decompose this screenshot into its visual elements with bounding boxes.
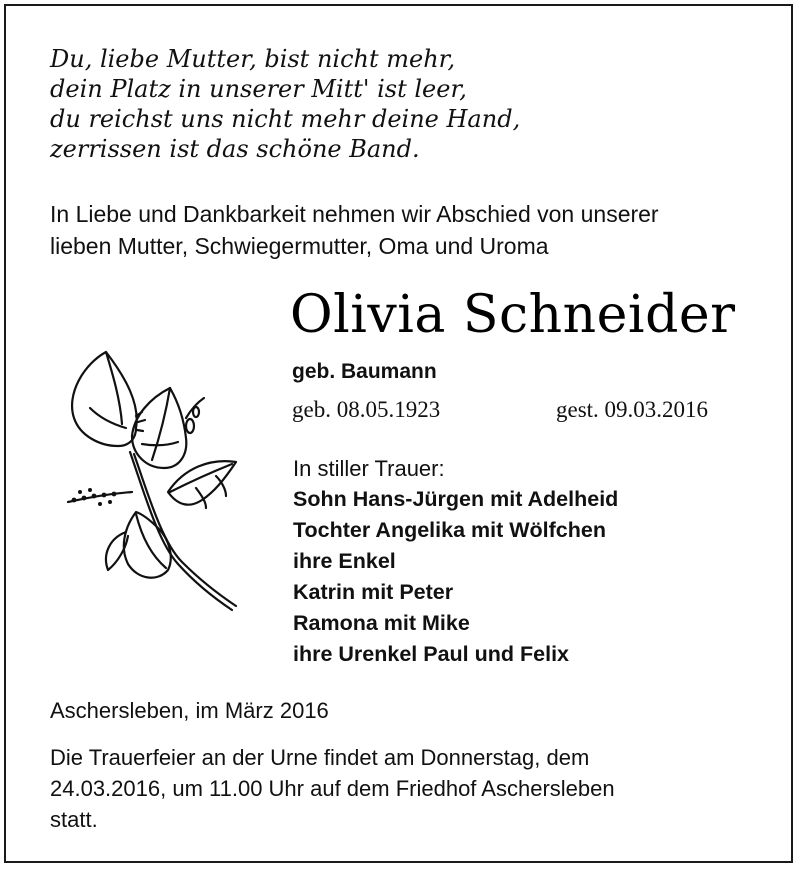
- mourners-list: [293, 484, 618, 670]
- deceased-name: Olivia Schneider: [290, 285, 736, 345]
- place-date: Aschersleben, im März 2016: [50, 698, 329, 723]
- intro-text: [50, 198, 659, 262]
- service-line: Die Trauerfeier an der Urne findet am Donnerstag, dem: [50, 745, 590, 770]
- service-notice: [50, 742, 615, 835]
- poem-line: zerrissen ist das schöne Band.: [50, 135, 420, 163]
- mourner-line: Katrin mit Peter: [293, 580, 454, 604]
- memorial-poem: [50, 44, 520, 164]
- poem-line: dein Platz in unserer Mitt' ist leer,: [50, 75, 467, 103]
- mourner-line: Ramona mit Mike: [293, 611, 470, 635]
- mourners-label: In stiller Trauer:: [293, 456, 445, 481]
- service-line: 24.03.2016, um 11.00 Uhr auf dem Friedhof Aschersleben: [50, 776, 615, 801]
- calla-lily-icon: [66, 342, 266, 622]
- service-line: statt.: [50, 807, 98, 832]
- maiden-name: geb. Baumann: [292, 360, 437, 383]
- mourner-line: Tochter Angelika mit Wölfchen: [293, 518, 606, 542]
- mourner-line: ihre Enkel: [293, 549, 396, 573]
- obituary-frame: [4, 4, 793, 863]
- birth-date: geb. 08.05.1923: [292, 397, 441, 422]
- mourner-line: ihre Urenkel Paul und Felix: [293, 642, 569, 666]
- death-date: gest. 09.03.2016: [556, 397, 709, 422]
- intro-line: In Liebe und Dankbarkeit nehmen wir Abschied von unserer: [50, 201, 659, 227]
- intro-line: lieben Mutter, Schwiegermutter, Oma und Uroma: [50, 233, 549, 259]
- poem-line: du reichst uns nicht mehr deine Hand,: [50, 105, 521, 133]
- mourner-line: Sohn Hans-Jürgen mit Adelheid: [293, 487, 619, 511]
- poem-line: Du, liebe Mutter, bist nicht mehr,: [50, 45, 456, 73]
